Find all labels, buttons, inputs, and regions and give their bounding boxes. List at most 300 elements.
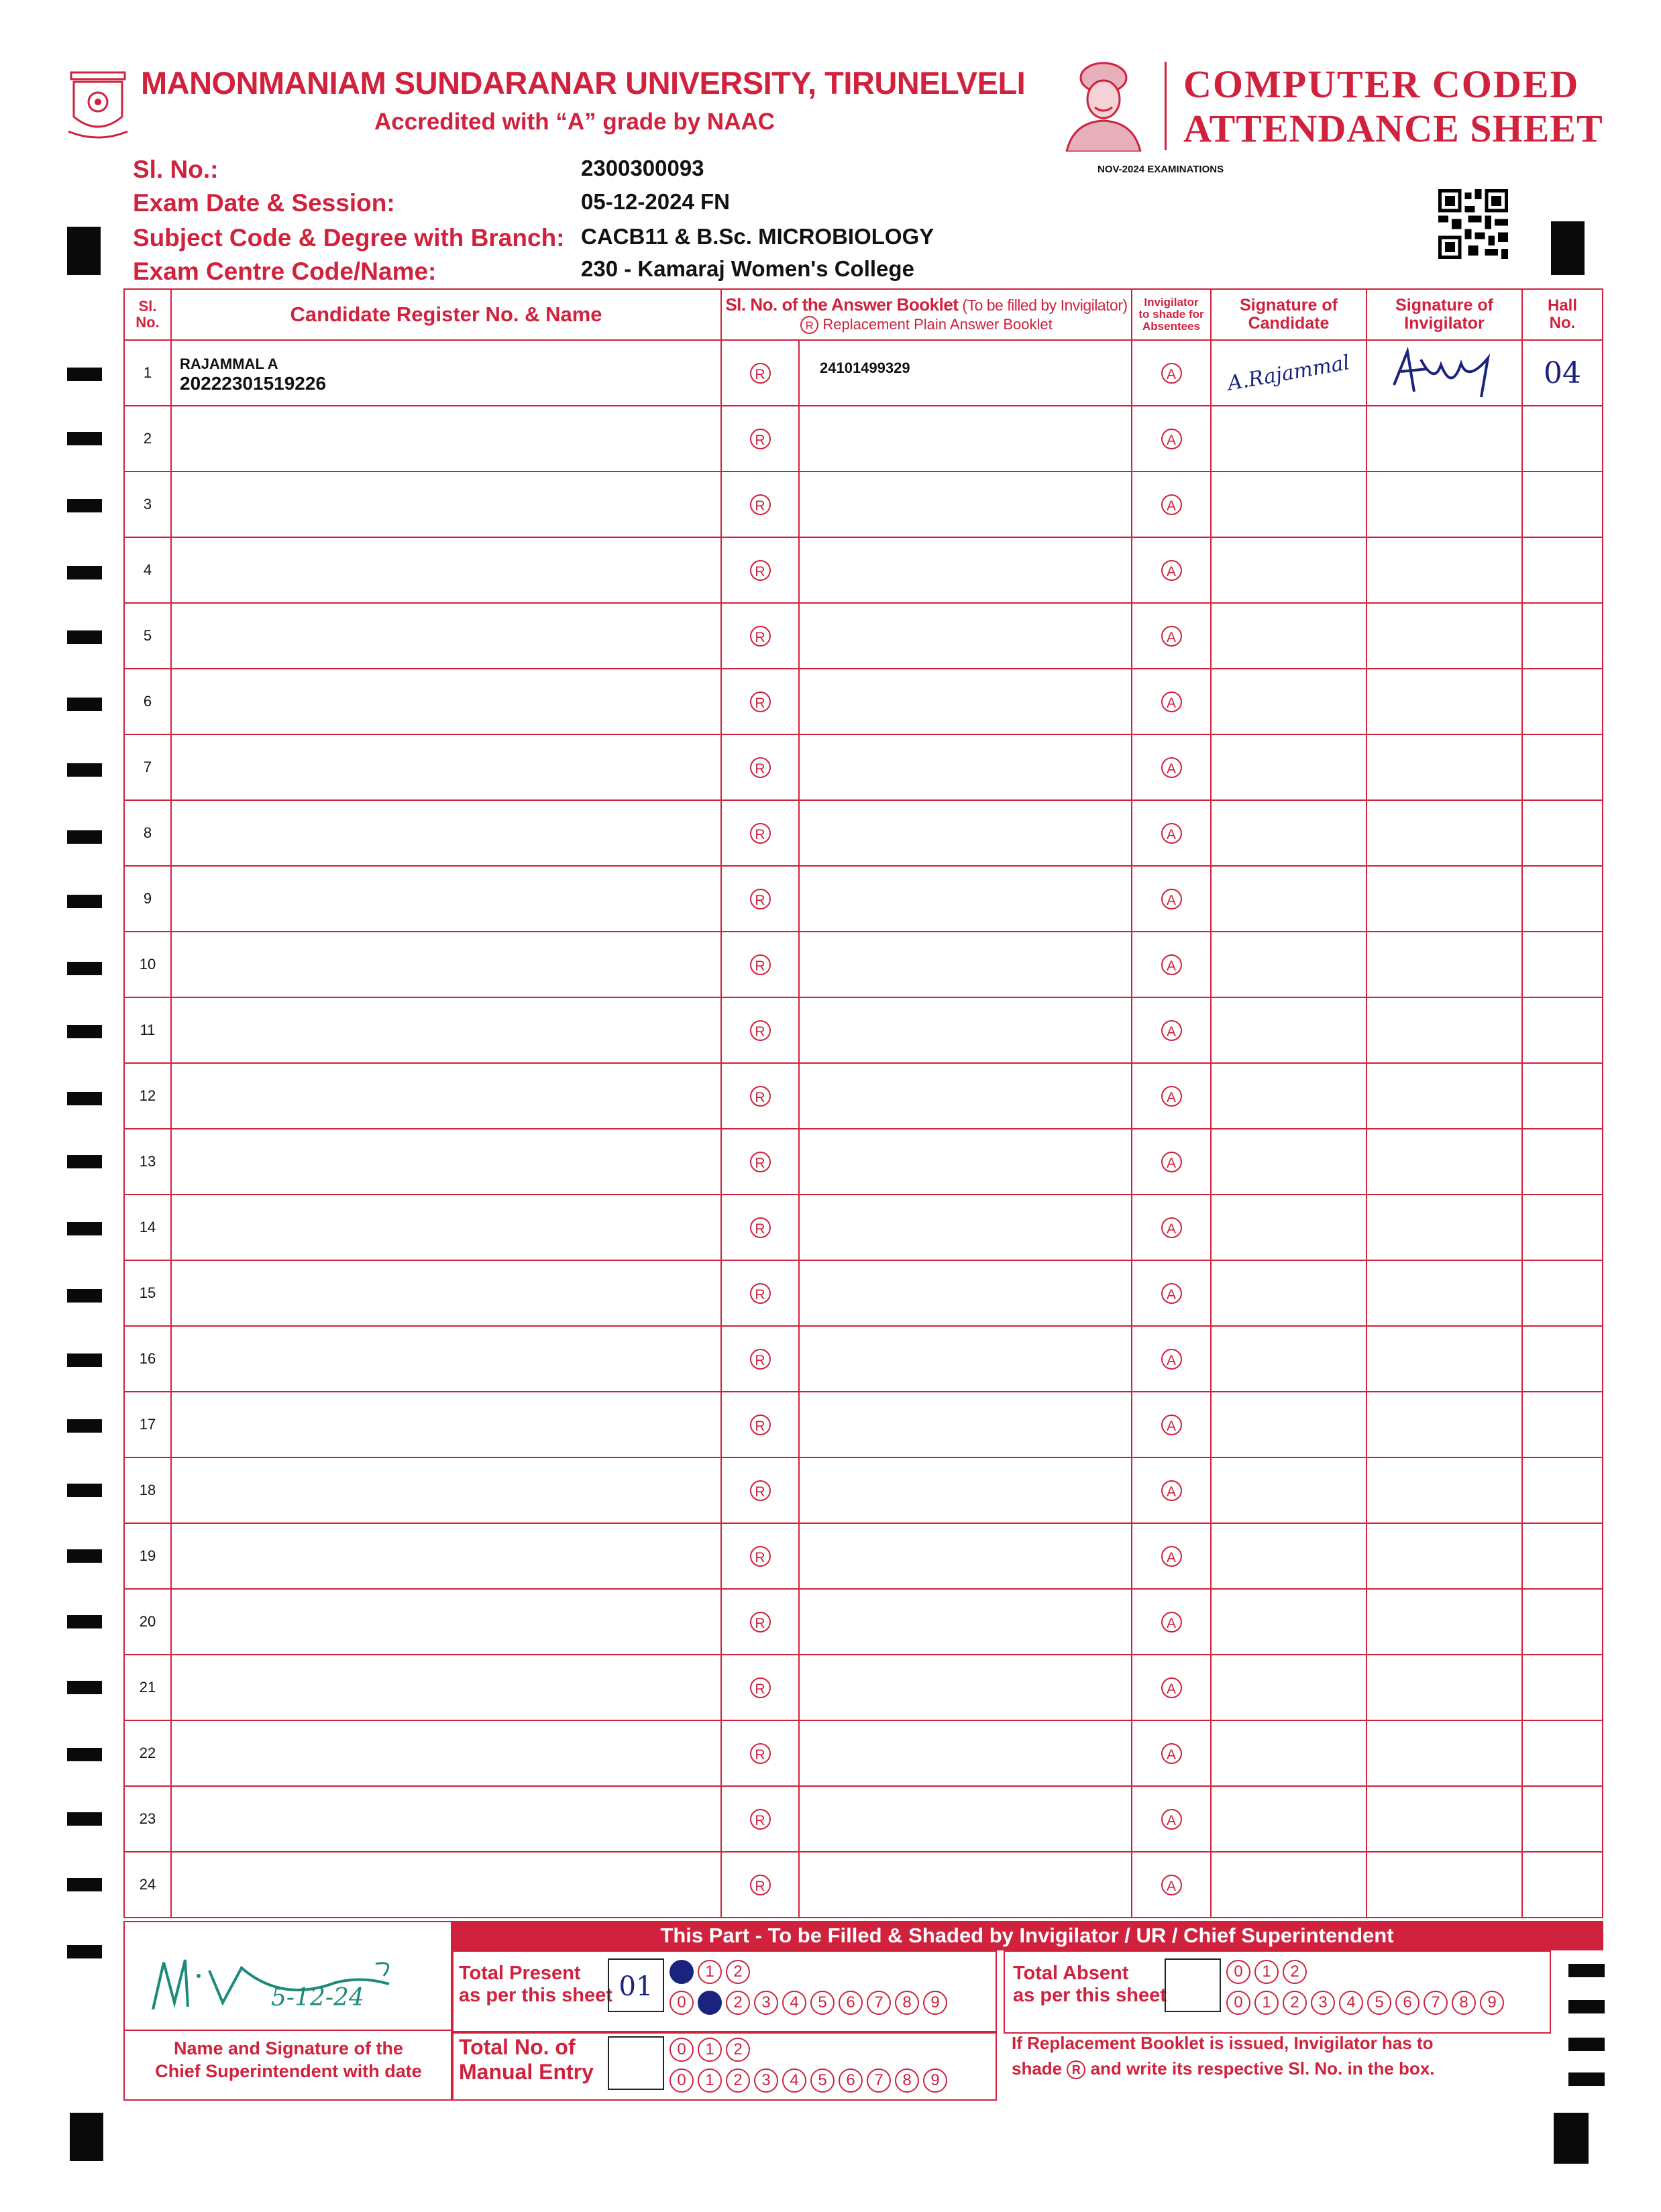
replacement-bubble[interactable]: R — [750, 1480, 771, 1501]
replacement-bubble-cell[interactable] — [721, 669, 799, 734]
total-absent-label: Total Absent as per this sheet — [1013, 1962, 1167, 2007]
invigilator-signature-cell[interactable] — [1367, 1852, 1522, 1918]
booklet-no-cell[interactable] — [799, 1589, 1132, 1655]
candidate-cell — [171, 1195, 721, 1260]
candidate-signature-cell[interactable] — [1211, 537, 1367, 603]
booklet-no-cell[interactable] — [799, 1852, 1132, 1918]
timing-mark — [67, 1092, 102, 1105]
digit-bubble-4[interactable]: 4 — [782, 1991, 806, 2015]
invigilator-signature-cell[interactable] — [1367, 1392, 1522, 1457]
booklet-no-cell[interactable] — [799, 1195, 1132, 1260]
candidate-cell — [171, 866, 721, 932]
replacement-bubble[interactable]: R — [750, 823, 771, 844]
digit-bubble-3[interactable]: 3 — [1311, 1991, 1335, 2015]
founder-portrait-icon — [1060, 58, 1147, 152]
absent-bubble-cell[interactable] — [1132, 603, 1211, 669]
table-header-row — [124, 289, 1603, 340]
replacement-bubble[interactable]: R — [750, 1020, 771, 1041]
booklet-no-cell[interactable] — [799, 734, 1132, 800]
replacement-bubble-cell[interactable] — [721, 866, 799, 932]
digit-bubble-4[interactable]: 4 — [1339, 1991, 1363, 2015]
digit-bubble-3[interactable]: 3 — [754, 2068, 778, 2093]
replacement-bubble-cell[interactable] — [721, 472, 799, 537]
replacement-bubble-cell[interactable] — [721, 1655, 799, 1720]
candidate-signature-cell[interactable] — [1211, 340, 1367, 406]
candidate-cell — [171, 1063, 721, 1129]
row-sl-no: 4 — [124, 537, 171, 603]
table-row — [124, 472, 1603, 537]
digit-bubble-9[interactable]: 9 — [1480, 1991, 1504, 2015]
hall-no-cell — [1522, 1589, 1603, 1655]
timing-mark — [67, 1812, 102, 1826]
candidate-signature-cell[interactable] — [1211, 1852, 1367, 1918]
digit-bubble-0[interactable]: 0 — [669, 2038, 694, 2062]
booklet-no: 24101499329 — [820, 360, 910, 376]
booklet-no-cell[interactable] — [799, 340, 1132, 406]
replacement-bubble[interactable]: R — [750, 626, 771, 647]
digit-bubble-2[interactable]: 2 — [726, 2068, 750, 2093]
digit-bubble-7[interactable]: 7 — [867, 1991, 891, 2015]
timing-mark — [67, 1155, 102, 1168]
row-sl-no: 12 — [124, 1063, 171, 1129]
candidate-signature-cell[interactable] — [1211, 669, 1367, 734]
replacement-bubble[interactable]: R — [750, 889, 771, 909]
replacement-bubble-cell[interactable] — [721, 734, 799, 800]
replacement-bubble[interactable]: R — [750, 1086, 771, 1107]
hall-no-cell — [1522, 866, 1603, 932]
invigilator-signature-cell[interactable] — [1367, 1720, 1522, 1786]
row-sl-no: 10 — [124, 932, 171, 997]
booklet-no-cell[interactable] — [799, 406, 1132, 472]
hall-no-cell — [1522, 932, 1603, 997]
row-sl-no: 16 — [124, 1326, 171, 1392]
digit-bubble-8[interactable]: 8 — [1452, 1991, 1476, 2015]
booklet-no-cell[interactable] — [799, 1786, 1132, 1852]
absent-bubble[interactable]: A — [1161, 1809, 1182, 1830]
absent-bubble[interactable]: A — [1161, 889, 1182, 909]
replacement-bubble-cell[interactable] — [721, 1457, 799, 1523]
row-sl-no: 3 — [124, 472, 171, 537]
absent-bubble[interactable]: A — [1161, 1546, 1182, 1567]
digit-bubble-6[interactable]: 6 — [1395, 1991, 1419, 2015]
digit-bubble-3[interactable]: 3 — [754, 1991, 778, 2015]
invigilator-signature-cell[interactable] — [1367, 340, 1522, 406]
booklet-no-cell[interactable] — [799, 1720, 1132, 1786]
digit-bubble-2[interactable]: 2 — [726, 1991, 750, 2015]
absent-bubble[interactable]: A — [1161, 626, 1182, 647]
row-sl-no: 21 — [124, 1655, 171, 1720]
row-sl-no: 1 — [124, 340, 171, 406]
booklet-no-cell[interactable] — [799, 537, 1132, 603]
booklet-no-cell[interactable] — [799, 932, 1132, 997]
candidate-register-no: 20222301519226 — [180, 373, 327, 394]
present-tens-bubbles — [669, 1960, 750, 1984]
absent-bubble-cell[interactable] — [1132, 1655, 1211, 1720]
replacement-bubble-cell[interactable] — [721, 603, 799, 669]
candidate-signature: A.Rajammal — [1226, 350, 1352, 396]
booklet-no-cell[interactable] — [799, 1655, 1132, 1720]
timing-mark — [67, 1222, 102, 1235]
replacement-bubble[interactable]: R — [750, 954, 771, 975]
replacement-bubble[interactable]: R — [750, 363, 771, 384]
replacement-bubble-cell[interactable] — [721, 997, 799, 1063]
digit-bubble-9[interactable]: 9 — [923, 1991, 947, 2015]
replacement-bubble[interactable]: R — [750, 1875, 771, 1895]
absent-bubble-cell[interactable] — [1132, 932, 1211, 997]
timing-mark — [67, 1353, 102, 1367]
booklet-no-cell[interactable] — [799, 472, 1132, 537]
hall-no-cell — [1522, 537, 1603, 603]
replacement-bubble[interactable]: R — [750, 692, 771, 712]
digit-bubble-9[interactable]: 9 — [923, 2068, 947, 2093]
candidate-signature-cell[interactable] — [1211, 406, 1367, 472]
replacement-bubble[interactable]: R — [750, 1217, 771, 1238]
digit-bubble-0[interactable]: 0 — [1226, 1960, 1250, 1984]
candidate-cell — [171, 1589, 721, 1655]
invigilator-signature-cell[interactable] — [1367, 1523, 1522, 1589]
absent-bubble[interactable]: A — [1161, 1086, 1182, 1107]
absent-bubble[interactable]: A — [1161, 823, 1182, 844]
total-present-label: Total Present as per this sheet — [459, 1962, 612, 2007]
timing-mark — [67, 1878, 102, 1891]
absent-bubble-cell[interactable] — [1132, 669, 1211, 734]
digit-bubble-8[interactable]: 8 — [895, 2068, 919, 2093]
absent-bubble-cell[interactable] — [1132, 1063, 1211, 1129]
absent-bubble[interactable]: A — [1161, 1480, 1182, 1501]
candidate-cell — [171, 1786, 721, 1852]
total-absent-field[interactable] — [1165, 1958, 1221, 2012]
replacement-bubble[interactable]: R — [750, 560, 771, 581]
candidate-signature-cell[interactable] — [1211, 1063, 1367, 1129]
absent-bubble[interactable]: A — [1161, 1152, 1182, 1172]
invigilator-signature-cell[interactable] — [1367, 537, 1522, 603]
invigilator-signature-cell[interactable] — [1367, 800, 1522, 866]
absent-bubble[interactable]: A — [1161, 494, 1182, 515]
replacement-bubble-cell[interactable] — [721, 1786, 799, 1852]
invigilator-signature-cell[interactable] — [1367, 1655, 1522, 1720]
absent-bubble[interactable]: A — [1161, 363, 1182, 384]
absent-bubble-cell[interactable] — [1132, 1457, 1211, 1523]
absent-bubble[interactable]: A — [1161, 1677, 1182, 1698]
absent-bubble-cell[interactable] — [1132, 800, 1211, 866]
digit-bubble-1[interactable]: 1 — [1254, 1960, 1279, 1984]
manual-entry-label: Total No. of Manual Entry — [459, 2035, 594, 2084]
absent-bubble[interactable]: A — [1161, 692, 1182, 712]
replacement-bubble-cell[interactable] — [721, 1195, 799, 1260]
invigilator-signature-cell[interactable] — [1367, 1457, 1522, 1523]
replacement-bubble-cell[interactable] — [721, 340, 799, 406]
timing-mark — [67, 962, 102, 975]
absent-bubble-cell[interactable] — [1132, 340, 1211, 406]
replacement-bubble-cell[interactable] — [721, 1260, 799, 1326]
hall-no-cell — [1522, 1523, 1603, 1589]
replacement-bubble-cell[interactable] — [721, 1392, 799, 1457]
timing-mark — [67, 1748, 102, 1761]
timing-mark — [67, 1681, 102, 1694]
booklet-no-cell[interactable] — [799, 1523, 1132, 1589]
timing-mark — [67, 698, 102, 711]
table-row — [124, 997, 1603, 1063]
candidate-cell — [171, 1129, 721, 1195]
replacement-bubble-cell[interactable] — [721, 1523, 799, 1589]
candidate-cell — [171, 340, 721, 406]
timing-mark — [67, 830, 102, 844]
absent-bubble[interactable]: A — [1161, 1020, 1182, 1041]
invigilator-signature-cell[interactable] — [1367, 669, 1522, 734]
row-sl-no: 14 — [124, 1195, 171, 1260]
digit-bubble-5[interactable]: 5 — [810, 2068, 835, 2093]
candidate-signature-cell[interactable] — [1211, 800, 1367, 866]
timing-mark — [67, 1615, 102, 1628]
candidate-signature-cell[interactable] — [1211, 997, 1367, 1063]
invigilator-signature-cell[interactable] — [1367, 1129, 1522, 1195]
invigilator-signature-cell[interactable] — [1367, 932, 1522, 997]
sl-no-label: Sl. No.: — [133, 156, 219, 183]
hall-no-cell — [1522, 1655, 1603, 1720]
sl-no-value: 2300300093 — [581, 156, 704, 180]
digit-bubble-5[interactable]: 5 — [1367, 1991, 1391, 2015]
replacement-bubble[interactable]: R — [750, 1349, 771, 1370]
table-row — [124, 340, 1603, 406]
booklet-no-cell[interactable] — [799, 800, 1132, 866]
invigilator-signature-cell[interactable] — [1367, 866, 1522, 932]
absent-bubble[interactable]: A — [1161, 560, 1182, 581]
footer-banner: This Part - To be Filled & Shaded by Invigilator / UR / Chief Superintendent — [451, 1921, 1603, 1950]
candidate-signature-cell[interactable] — [1211, 1260, 1367, 1326]
digit-bubble-7[interactable]: 7 — [867, 2068, 891, 2093]
subject-label: Subject Code & Degree with Branch: — [133, 224, 565, 252]
candidate-signature-cell[interactable] — [1211, 866, 1367, 932]
candidate-cell — [171, 932, 721, 997]
digit-bubble-7[interactable]: 7 — [1424, 1991, 1448, 2015]
digit-bubble-1[interactable] — [698, 1991, 722, 2015]
absent-bubble[interactable]: A — [1161, 1743, 1182, 1764]
table-row — [124, 1852, 1603, 1918]
table-row — [124, 1457, 1603, 1523]
candidate-cell — [171, 669, 721, 734]
hall-no-cell — [1522, 1720, 1603, 1786]
centre-value: 230 - Kamaraj Women's College — [581, 256, 914, 281]
digit-bubble-6[interactable]: 6 — [839, 2068, 863, 2093]
row-sl-no: 17 — [124, 1392, 171, 1457]
replacement-bubble[interactable]: R — [750, 1809, 771, 1830]
digit-bubble-0[interactable]: 0 — [1226, 1991, 1250, 2015]
booklet-no-cell[interactable] — [799, 866, 1132, 932]
absent-bubble-cell[interactable] — [1132, 1720, 1211, 1786]
absent-bubble[interactable]: A — [1161, 1875, 1182, 1895]
booklet-no-cell[interactable] — [799, 669, 1132, 734]
replacement-bubble-cell[interactable] — [721, 1326, 799, 1392]
candidate-signature-cell[interactable] — [1211, 1326, 1367, 1392]
candidate-signature-cell[interactable] — [1211, 1786, 1367, 1852]
invigilator-signature-cell[interactable] — [1367, 1195, 1522, 1260]
replacement-bubble-cell[interactable] — [721, 1063, 799, 1129]
row-sl-no: 19 — [124, 1523, 171, 1589]
candidate-signature-cell[interactable] — [1211, 1655, 1367, 1720]
hall-no-cell — [1522, 1786, 1603, 1852]
exam-period: NOV-2024 EXAMINATIONS — [1097, 164, 1224, 175]
candidate-signature-cell[interactable] — [1211, 1589, 1367, 1655]
invigilator-signature-icon — [1387, 345, 1501, 398]
row-sl-no: 2 — [124, 406, 171, 472]
absent-bubble-cell[interactable] — [1132, 1523, 1211, 1589]
absent-bubble[interactable]: A — [1161, 954, 1182, 975]
timing-mark — [67, 432, 102, 445]
timing-mark — [67, 1289, 102, 1303]
digit-bubble-1[interactable]: 1 — [698, 2068, 722, 2093]
candidate-signature-cell[interactable] — [1211, 1129, 1367, 1195]
booklet-no-cell[interactable] — [799, 1392, 1132, 1457]
header-candidate: Candidate Register No. & Name — [171, 289, 721, 340]
absent-bubble-cell[interactable] — [1132, 866, 1211, 932]
invigilator-signature-cell[interactable] — [1367, 1589, 1522, 1655]
replacement-bubble-cell[interactable] — [721, 932, 799, 997]
replacement-bubble[interactable]: R — [750, 1152, 771, 1172]
manual-entry-field[interactable] — [608, 2036, 664, 2090]
candidate-cell — [171, 1720, 721, 1786]
replacement-bubble[interactable]: R — [750, 1546, 771, 1567]
table-row — [124, 1786, 1603, 1852]
total-present-field[interactable]: 01 — [608, 1958, 664, 2012]
header-booklet-sub: Replacement Plain Answer Booklet — [822, 315, 1053, 333]
invigilator-signature-cell[interactable] — [1367, 997, 1522, 1063]
invigilator-signature-cell[interactable] — [1367, 1786, 1522, 1852]
replacement-bubble-cell[interactable] — [721, 1589, 799, 1655]
table-row — [124, 1129, 1603, 1195]
candidate-signature-cell[interactable] — [1211, 1720, 1367, 1786]
absent-bubble[interactable]: A — [1161, 1415, 1182, 1435]
absent-bubble-cell[interactable] — [1132, 537, 1211, 603]
booklet-no-cell[interactable] — [799, 997, 1132, 1063]
table-row — [124, 1195, 1603, 1260]
hall-no-cell — [1522, 406, 1603, 472]
absent-bubble-cell[interactable] — [1132, 1195, 1211, 1260]
absent-bubble[interactable]: A — [1161, 1217, 1182, 1238]
absent-bubble-cell[interactable] — [1132, 1852, 1211, 1918]
replacement-bubble-cell[interactable] — [721, 1129, 799, 1195]
absent-bubble[interactable]: A — [1161, 1612, 1182, 1633]
booklet-no-cell[interactable] — [799, 1129, 1132, 1195]
booklet-no-cell[interactable] — [799, 1063, 1132, 1129]
digit-bubble-0[interactable] — [669, 1960, 694, 1984]
digit-bubble-2[interactable]: 2 — [1283, 1960, 1307, 1984]
candidate-signature-cell[interactable] — [1211, 1523, 1367, 1589]
replacement-bubble[interactable]: R — [750, 1743, 771, 1764]
absent-bubble-cell[interactable] — [1132, 997, 1211, 1063]
absent-bubble[interactable]: A — [1161, 1349, 1182, 1370]
replacement-bubble[interactable]: R — [750, 1283, 771, 1304]
invigilator-signature-cell[interactable] — [1367, 472, 1522, 537]
digit-bubble-6[interactable]: 6 — [839, 1991, 863, 2015]
digit-bubble-8[interactable]: 8 — [895, 1991, 919, 2015]
digit-bubble-1[interactable]: 1 — [698, 2038, 722, 2062]
hall-no-cell — [1522, 669, 1603, 734]
invigilator-signature-cell[interactable] — [1367, 1063, 1522, 1129]
replacement-bubble-cell[interactable] — [721, 1852, 799, 1918]
digit-bubble-0[interactable]: 0 — [669, 2068, 694, 2093]
candidate-signature-cell[interactable] — [1211, 1392, 1367, 1457]
sheet-title-line1: COMPUTER CODED — [1183, 62, 1580, 106]
hall-no-cell — [1522, 472, 1603, 537]
booklet-no-cell[interactable] — [799, 1326, 1132, 1392]
digit-bubble-1[interactable]: 1 — [1254, 1991, 1279, 2015]
digit-bubble-0[interactable]: 0 — [669, 1991, 694, 2015]
digit-bubble-2[interactable]: 2 — [726, 2038, 750, 2062]
replacement-bubble[interactable]: R — [750, 494, 771, 515]
booklet-no-cell[interactable] — [799, 1457, 1132, 1523]
table-row — [124, 800, 1603, 866]
absent-bubble-cell[interactable] — [1132, 1260, 1211, 1326]
replacement-bubble-cell[interactable] — [721, 800, 799, 866]
absent-bubble[interactable]: A — [1161, 757, 1182, 778]
absent-bubble[interactable]: A — [1161, 429, 1182, 449]
replacement-bubble[interactable]: R — [750, 1677, 771, 1698]
absent-bubble-cell[interactable] — [1132, 1392, 1211, 1457]
digit-bubble-2[interactable]: 2 — [1283, 1991, 1307, 2015]
subject-value: CACB11 & B.Sc. MICROBIOLOGY — [581, 224, 934, 249]
hall-no-cell — [1522, 1129, 1603, 1195]
absent-bubble[interactable]: A — [1161, 1283, 1182, 1304]
absent-bubble-cell[interactable] — [1132, 406, 1211, 472]
candidate-signature-cell[interactable] — [1211, 1195, 1367, 1260]
manual-tens-bubbles — [669, 2038, 750, 2062]
candidate-cell — [171, 800, 721, 866]
invigilator-signature-cell[interactable] — [1367, 734, 1522, 800]
absent-bubble-cell[interactable] — [1132, 472, 1211, 537]
absent-bubble-cell[interactable] — [1132, 1326, 1211, 1392]
hall-no-cell — [1522, 1852, 1603, 1918]
invigilator-signature-cell[interactable] — [1367, 1260, 1522, 1326]
replacement-bubble-cell[interactable] — [721, 1720, 799, 1786]
booklet-no-cell[interactable] — [799, 1260, 1132, 1326]
booklet-no-cell[interactable] — [799, 603, 1132, 669]
replacement-bubble[interactable]: R — [750, 429, 771, 449]
replacement-bubble-cell[interactable] — [721, 406, 799, 472]
replacement-bubble-cell[interactable] — [721, 537, 799, 603]
digit-bubble-1[interactable]: 1 — [698, 1960, 722, 1984]
candidate-signature-cell[interactable] — [1211, 734, 1367, 800]
replacement-bubble[interactable]: R — [750, 1415, 771, 1435]
table-row — [124, 1392, 1603, 1457]
note-replacement-bubble: R — [1067, 2060, 1085, 2079]
absent-bubble-cell[interactable] — [1132, 1786, 1211, 1852]
candidate-signature-cell[interactable] — [1211, 472, 1367, 537]
table-row — [124, 603, 1603, 669]
replacement-bubble[interactable]: R — [750, 1612, 771, 1633]
candidate-signature-cell[interactable] — [1211, 932, 1367, 997]
table-row — [124, 1326, 1603, 1392]
university-name: MANONMANIAM SUNDARANAR UNIVERSITY, TIRUNELVELI — [141, 65, 1026, 101]
timing-mark — [67, 1945, 102, 1958]
header-invig-shade: Invigilator to shade for Absentees — [1132, 289, 1211, 340]
table-row — [124, 669, 1603, 734]
digit-bubble-4[interactable]: 4 — [782, 2068, 806, 2093]
row-sl-no: 6 — [124, 669, 171, 734]
candidate-signature-cell[interactable] — [1211, 1457, 1367, 1523]
absent-bubble-cell[interactable] — [1132, 1589, 1211, 1655]
invigilator-signature-cell[interactable] — [1367, 603, 1522, 669]
header-sig-candidate: Signature of Candidate — [1211, 289, 1367, 340]
candidate-signature-cell[interactable] — [1211, 603, 1367, 669]
digit-bubble-5[interactable]: 5 — [810, 1991, 835, 2015]
absent-bubble-cell[interactable] — [1132, 1129, 1211, 1195]
replacement-note-line2: shade R and write its respective Sl. No. in the box. — [1012, 2058, 1435, 2079]
digit-bubble-2[interactable]: 2 — [726, 1960, 750, 1984]
replacement-bubble[interactable]: R — [750, 757, 771, 778]
invigilator-signature-cell[interactable] — [1367, 406, 1522, 472]
absent-bubble-cell[interactable] — [1132, 734, 1211, 800]
invigilator-signature-cell[interactable] — [1367, 1326, 1522, 1392]
